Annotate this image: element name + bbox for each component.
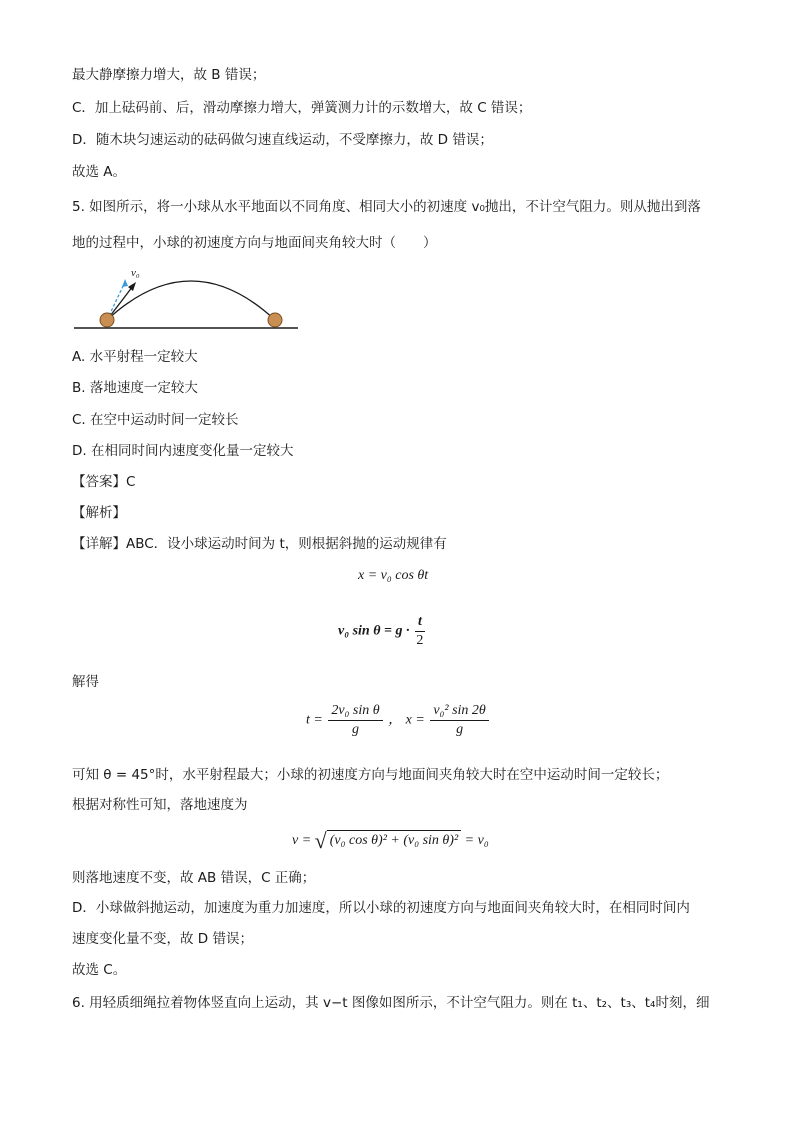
formula-x-num: v₀² sin 2θ [430, 703, 489, 721]
analysis-label: 【解析】 [72, 505, 126, 521]
answer-label: 【答案】C [72, 474, 136, 490]
line-option-d-explain: D．随木块匀速运动的砝码做匀速直线运动，不受摩擦力，故 D 错误； [72, 132, 493, 148]
line-d-explain-2: 速度变化量不变，故 D 错误； [72, 931, 253, 947]
question-6-stem: 6. 用轻质细绳拉着物体竖直向上运动，其 v−t 图像如图所示，不计空气阻力。则在 t₁、t₂、t₃、t₄时刻，细 [72, 995, 710, 1011]
line-d-explain-1: D．小球做斜抛运动，加速度为重力加速度，所以小球的初速度方向与地面间夹角较大时，在相同时间内 [72, 900, 690, 916]
formula-x-lhs: ， x = [388, 712, 425, 728]
formula-t-den: g [351, 722, 359, 737]
question-5-stem-1: 5. 如图所示，将一小球从水平地面以不同角度、相同大小的初速度 v₀抛出，不计空气阻力。则从抛出到落 [72, 199, 701, 215]
formula-time-range [306, 703, 491, 738]
formula-vertical-lhs: v₀ sin θ = g · [338, 623, 410, 639]
line-max-static-friction: 最大静摩擦力增大，故 B 错误； [72, 67, 266, 83]
formula-t-num: 2v₀ sin θ [328, 703, 382, 721]
ball-start [100, 313, 114, 327]
projectile-figure [70, 262, 302, 334]
formula-x-den: g [456, 722, 464, 737]
ball-end [268, 313, 282, 327]
formula-vertical-den: 2 [416, 633, 424, 648]
option-b: B. 落地速度一定较大 [72, 380, 198, 396]
line-symmetry: 根据对称性可知，落地速度为 [72, 797, 248, 813]
formula-v-lhs: v = [292, 833, 312, 849]
formula-t-lhs: t = [306, 712, 323, 728]
formula-x-equation: x = v₀ cos θt [358, 568, 429, 583]
option-c: C. 在空中运动时间一定较长 [72, 412, 239, 428]
formula-vertical-equation [338, 614, 427, 649]
v0-label: v₀ [131, 267, 140, 279]
option-d: D. 在相同时间内速度变化量一定较大 [72, 443, 294, 459]
formula-v-radicand: (v₀ cos θ)² + (v₀ sin θ)² [327, 830, 461, 849]
line-option-c-explain: C．加上砝码前、后，滑动摩擦力增大，弹簧测力计的示数增大，故 C 错误； [72, 100, 532, 116]
line-choose-a: 故选 A。 [72, 164, 127, 180]
formula-landing-speed: v = √ (v₀ cos θ)² + (v₀ sin θ)² = v₀ [292, 828, 489, 853]
formula-vertical-num: t [415, 614, 425, 632]
detail-intro: 【详解】ABC．设小球运动时间为 t，则根据斜抛的运动规律有 [72, 536, 447, 552]
line-speed-unchanged: 则落地速度不变，故 AB 错误，C 正确； [72, 870, 316, 886]
question-5-stem-2: 地的过程中，小球的初速度方向与地面间夹角较大时（ ） [72, 235, 437, 251]
line-choose-c: 故选 C。 [72, 962, 127, 978]
option-a: A. 水平射程一定较大 [72, 349, 198, 365]
line-known-max-range: 可知 θ = 45°时，水平射程最大；小球的初速度方向与地面间夹角较大时在空中运动时间一定较长； [72, 767, 669, 783]
formula-v-rhs: = v₀ [464, 833, 489, 849]
solve-label: 解得 [72, 674, 99, 690]
